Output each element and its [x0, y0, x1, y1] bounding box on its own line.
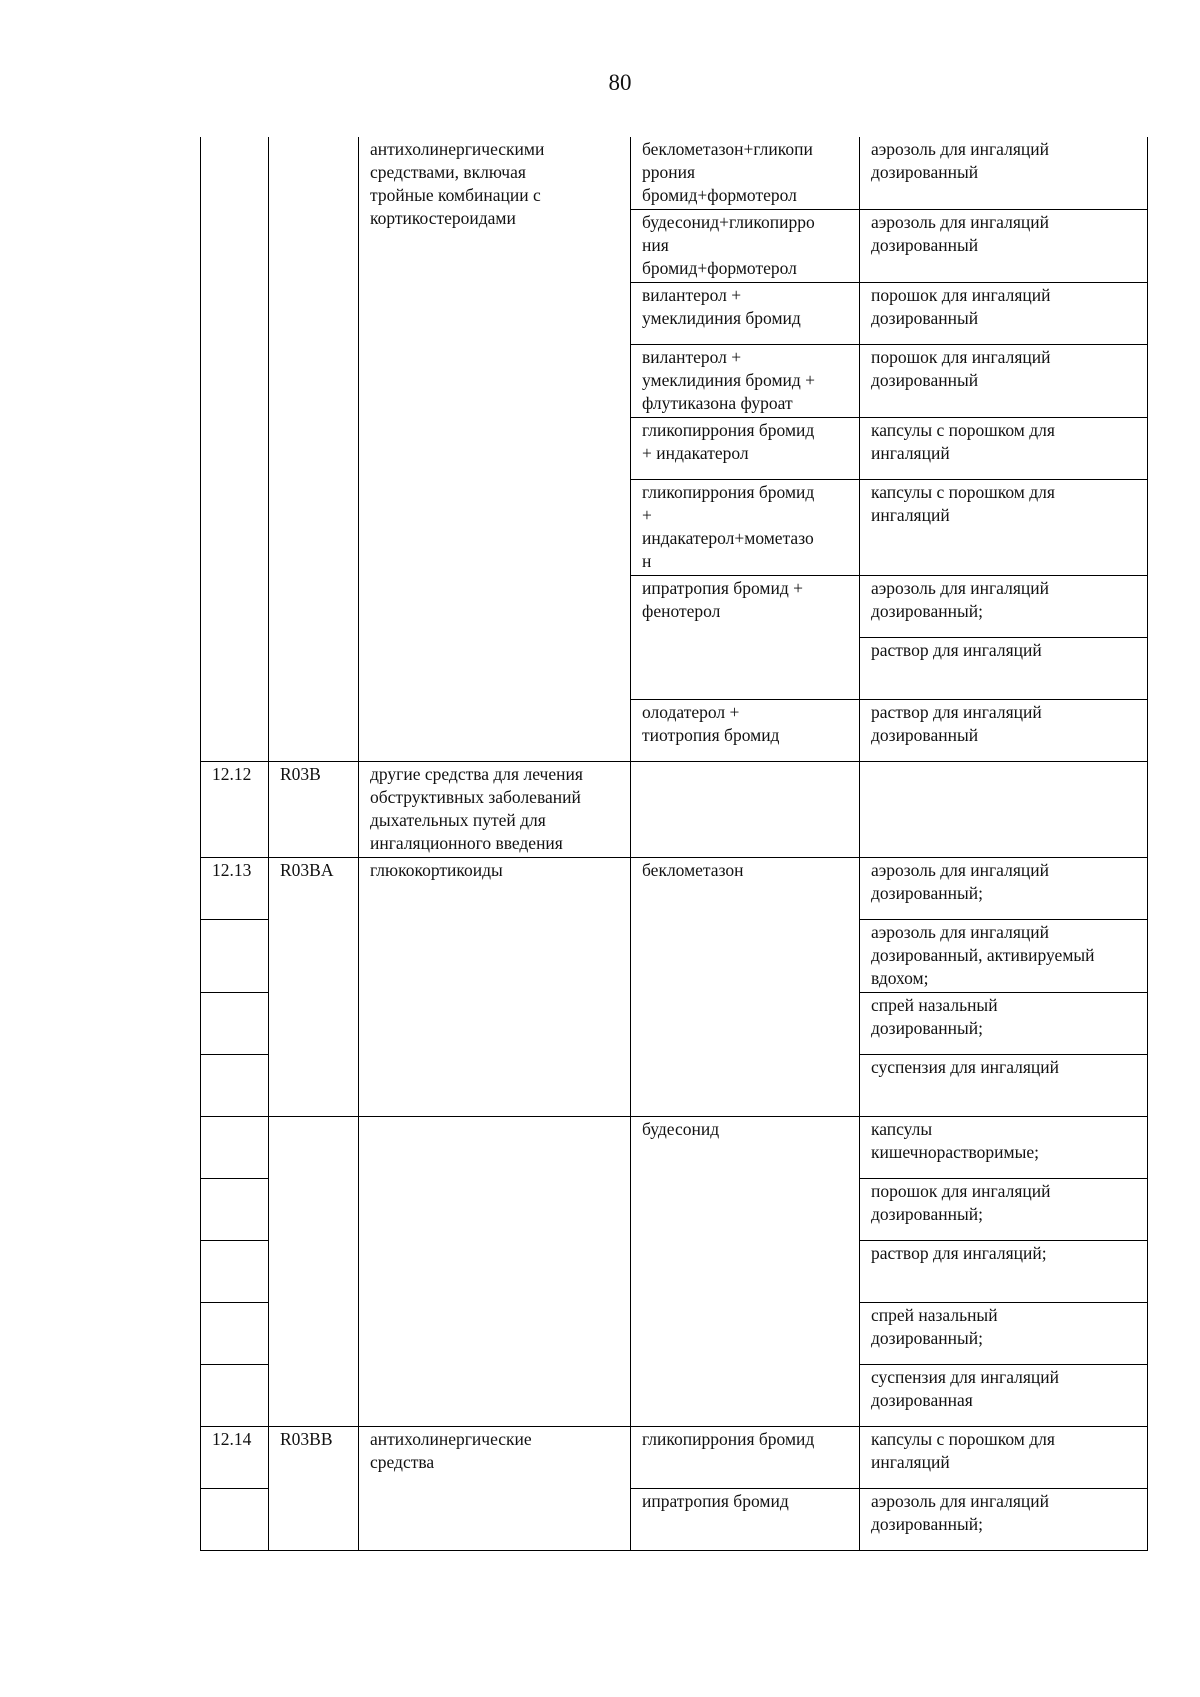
group-name-cell: антихолинергические средства	[359, 1427, 631, 1551]
table-row	[201, 858, 1148, 920]
group-name-cell: антихолинергическими средствами, включая тройные комбинации с кортикостероидами	[359, 137, 631, 762]
dosage-form-cell: суспензия для ингаляций	[860, 1055, 1148, 1117]
row-number-cell	[201, 1489, 269, 1551]
dosage-form-cell	[860, 762, 1148, 858]
drug-name-cell: ипратропия бромид	[631, 1489, 860, 1551]
row-number-cell	[201, 1179, 269, 1241]
page-number: 80	[608, 70, 632, 95]
atc-code-cell: R03B	[269, 762, 359, 858]
table-row	[201, 1117, 1148, 1179]
drug-name-cell: ипратропия бромид + фенотерол	[631, 576, 860, 700]
drug-name-cell	[631, 762, 860, 858]
dosage-form-cell: аэрозоль для ингаляций дозированный, активируемый вдохом;	[860, 920, 1148, 993]
atc-code-cell	[269, 1117, 359, 1427]
drug-name-cell: будесонид	[631, 1117, 860, 1427]
drug-name-cell: гликопиррония бромид	[631, 1427, 860, 1489]
row-number-cell: 12.12	[201, 762, 269, 858]
drug-name-cell: гликопиррония бромид + индакатерол	[631, 418, 860, 480]
row-number-cell	[201, 1241, 269, 1303]
drug-name-cell: вилантерол + умеклидиния бромид + флутиказона фуроат	[631, 345, 860, 418]
drug-name-cell: вилантерол + умеклидиния бромид	[631, 283, 860, 345]
dosage-form-cell: раствор для ингаляций дозированный	[860, 700, 1148, 762]
row-number-cell	[201, 1055, 269, 1117]
group-name-cell: глюкокортикоиды	[359, 858, 631, 1117]
row-number-cell: 12.14	[201, 1427, 269, 1489]
drug-name-cell: будесонид+гликопирро ния бромид+формотерол	[631, 210, 860, 283]
dosage-form-cell: капсулы с порошком для ингаляций	[860, 480, 1148, 576]
dosage-form-cell: раствор для ингаляций;	[860, 1241, 1148, 1303]
dosage-form-cell: капсулы с порошком для ингаляций	[860, 418, 1148, 480]
dosage-form-cell: аэрозоль для ингаляций дозированный;	[860, 1489, 1148, 1551]
atc-code-cell: R03BA	[269, 858, 359, 1117]
row-number-cell	[201, 1365, 269, 1427]
row-number-cell	[201, 920, 269, 993]
dosage-form-cell: аэрозоль для ингаляций дозированный	[860, 210, 1148, 283]
row-number-cell	[201, 993, 269, 1055]
dosage-form-cell: капсулы кишечнорастворимые;	[860, 1117, 1148, 1179]
dosage-form-cell: аэрозоль для ингаляций дозированный	[860, 137, 1148, 210]
group-name-cell	[359, 1117, 631, 1427]
atc-code-cell: R03BB	[269, 1427, 359, 1551]
drug-name-cell: гликопиррония бромид + индакатерол+мометазо н	[631, 480, 860, 576]
dosage-form-cell: аэрозоль для ингаляций дозированный;	[860, 576, 1148, 638]
drug-name-cell: беклометазон+гликопи ррония бромид+формотерол	[631, 137, 860, 210]
dosage-form-cell: спрей назальный дозированный;	[860, 1303, 1148, 1365]
drug-name-cell: беклометазон	[631, 858, 860, 1117]
table-row	[201, 1427, 1148, 1489]
table-row	[201, 137, 1148, 210]
dosage-form-cell: порошок для ингаляций дозированный;	[860, 1179, 1148, 1241]
row-number-cell: 12.13	[201, 858, 269, 920]
row-number-cell	[201, 1303, 269, 1365]
group-name-cell: другие средства для лечения обструктивных заболеваний дыхательных путей для ингаляционного введения	[359, 762, 631, 858]
drug-list-table	[200, 137, 1148, 1551]
dosage-form-cell: раствор для ингаляций	[860, 638, 1148, 700]
dosage-form-cell: порошок для ингаляций дозированный	[860, 283, 1148, 345]
drug-name-cell: олодатерол + тиотропия бромид	[631, 700, 860, 762]
dosage-form-cell: капсулы с порошком для ингаляций	[860, 1427, 1148, 1489]
dosage-form-cell: порошок для ингаляций дозированный	[860, 345, 1148, 418]
dosage-form-cell: аэрозоль для ингаляций дозированный;	[860, 858, 1148, 920]
row-number-cell	[201, 137, 269, 762]
table-row	[201, 762, 1148, 858]
table-body	[201, 137, 1148, 1551]
dosage-form-cell: суспензия для ингаляций дозированная	[860, 1365, 1148, 1427]
dosage-form-cell: спрей назальный дозированный;	[860, 993, 1148, 1055]
row-number-cell	[201, 1117, 269, 1179]
atc-code-cell	[269, 137, 359, 762]
